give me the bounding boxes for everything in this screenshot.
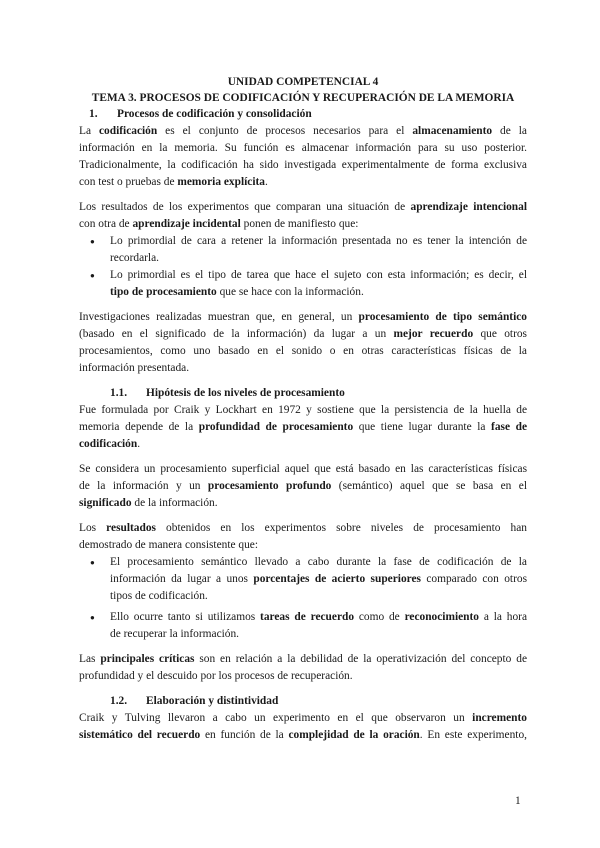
paragraph-line: Fue formulada por Craik y Lockhart en 1972 y sostiene que la persistencia de la huella de [79, 404, 527, 416]
paragraph-line: sistemático del recuerdo en función de la complejidad de la oración. En este experimento, [79, 729, 527, 741]
paragraph-line: de la información y un procesamiento profundo (semántico) aquel que se basa en el [79, 480, 528, 492]
page-number: 1 [515, 795, 521, 807]
list-item: Lo primordial de cara a retener la información presentada no es tener la intención de [110, 235, 527, 247]
paragraph-line: Investigaciones realizadas muestran que, en general, un procesamiento de tipo semántico [79, 311, 527, 323]
paragraph-line: con otra de aprendizaje incidental ponen de manifiesto que: [79, 218, 359, 230]
list-item: tipos de codificación. [110, 590, 208, 602]
list-item: recordarla. [110, 252, 160, 264]
paragraph-line: procesamientos, como uno basado en el sonido o en otras características físicas de la [79, 345, 527, 357]
paragraph-line: Las principales críticas son en relación a la debilidad de la operativización del concepto de [79, 653, 527, 665]
unit-title: UNIDAD COMPETENCIAL 4 [227, 76, 379, 88]
paragraph-line: significado de la información. [79, 497, 218, 509]
chapter-title: TEMA 3. PROCESOS DE CODIFICACIÓN Y RECUPERACIÓN DE LA MEMORIA [91, 92, 515, 104]
list-item: de recuperar la información. [110, 628, 240, 640]
list-item: información da lugar a unos porcentajes de acierto superiores comparado con otros [110, 573, 527, 585]
paragraph-line: (basado en el significado de la información) da lugar a un mejor recuerdo que otros [79, 328, 527, 340]
section-1-2-heading: 1.2. Elaboración y distintividad [110, 695, 279, 707]
section-1-1-heading: 1.1. Hipótesis de los niveles de procesamiento [110, 387, 345, 399]
paragraph-line: información presentada. [79, 362, 190, 374]
bullet-icon: ● [90, 271, 95, 280]
list-item: Ello ocurre tanto si utilizamos tareas de recuerdo como de reconocimiento a la hora [110, 611, 528, 623]
paragraph-line: memoria depende de la profundidad de procesamiento que tiene lugar durante la fase de [79, 421, 527, 433]
paragraph-line: codificación. [79, 438, 141, 450]
paragraph-line: Se considera un procesamiento superficial aquel que está basado en las características físicas [79, 463, 527, 475]
list-item: tipo de procesamiento que se hace con la información. [110, 286, 364, 298]
paragraph-line: Los resultados obtenidos en los experimentos sobre niveles de procesamiento han [79, 522, 527, 534]
bullet-icon: ● [90, 237, 95, 246]
list-item: Lo primordial es el tipo de tarea que hace el sujeto con esta información; es decir, el [110, 269, 527, 281]
paragraph-line: Craik y Tulving llevaron a cabo un experimento en el que observaron un incremento [79, 712, 527, 724]
paragraph-line: demostrado de manera consistente que: [79, 539, 259, 551]
list-item: El procesamiento semántico llevado a cabo durante la fase de codificación de la [110, 556, 527, 568]
section-1-heading: 1. Procesos de codificación y consolidación [89, 108, 312, 120]
paragraph-line: Los resultados de los experimentos que comparan una situación de aprendizaje intencional [79, 201, 527, 213]
paragraph-line: con test o pruebas de memoria explícita. [79, 176, 268, 188]
paragraph-line: información en la memoria. Su función es almacenar información para su uso posterior. [79, 142, 527, 154]
bullet-icon: ● [90, 613, 95, 622]
paragraph-line: Tradicionalmente, la codificación ha sido investigada experimentalmente de forma exclusiva [79, 159, 527, 171]
paragraph-line: La codificación es el conjunto de procesos necesarios para el almacenamiento de la [79, 125, 527, 137]
bullet-icon: ● [90, 558, 95, 567]
paragraph-line: profundidad y el descuido por los procesos de recuperación. [79, 670, 353, 682]
